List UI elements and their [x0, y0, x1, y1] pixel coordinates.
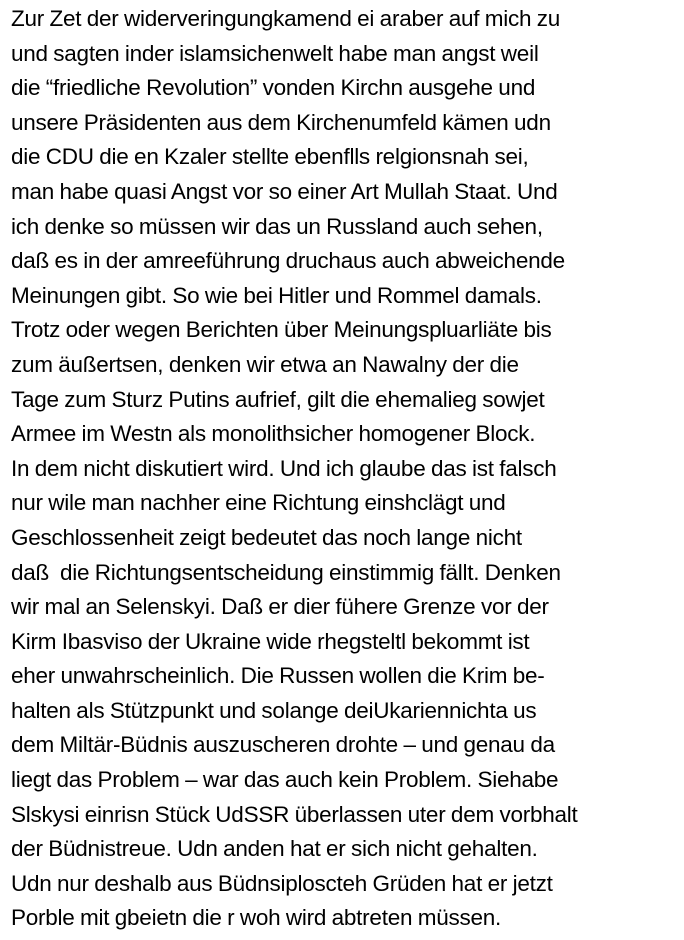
- text-line: Meinungen gibt. So wie bei Hitler und Rommel damals.: [11, 282, 542, 308]
- text-line: Trotz oder wegen Berichten über Meinungspluarliäte bis: [11, 317, 552, 343]
- text-line: halten als Stützpunkt und solange deiUkariennichta us: [11, 697, 537, 723]
- body-text: [11, 2, 683, 936]
- text-line: Kirm Ibasviso der Ukraine wide rhegsteltl bekommt ist: [11, 628, 530, 654]
- text-line: dem Miltär-Büdnis auszuscheren drohte – und genau da: [11, 732, 555, 758]
- text-line: liegt das Problem – war das auch kein Problem. Siehabe: [11, 767, 559, 793]
- text-line: Armee im Westn als monolithsicher homogener Block.: [11, 421, 536, 447]
- text-line: Porble mit gbeietn die r woh wird abtreten müssen.: [11, 905, 502, 931]
- text-line: Tage zum Sturz Putins aufrief, gilt die ehemalieg sowjet: [11, 386, 545, 412]
- text-line: In dem nicht diskutiert wird. Und ich glaube das ist falsch: [11, 455, 557, 481]
- text-line: die CDU die en Kzaler stellte ebenflls relgionsnah sei,: [11, 144, 529, 170]
- text-line: ich denke so müssen wir das un Russland auch sehen,: [11, 213, 543, 239]
- text-line: der Büdnistreue. Udn anden hat er sich nicht gehalten.: [11, 836, 538, 862]
- text-line: Slskysi einrisn Stück UdSSR überlassen uter dem vorbhalt: [11, 801, 578, 827]
- text-line: wir mal an Selenskyi. Daß er dier fühere Grenze vor der: [11, 594, 549, 620]
- text-line: unsere Präsidenten aus dem Kirchenumfeld kämen udn: [11, 109, 551, 135]
- text-line: Udn nur deshalb aus Büdnsiploscteh Grüden hat er jetzt: [11, 870, 553, 896]
- text-line: daß die Richtungsentscheidung einstimmig fällt. Denken: [11, 559, 561, 585]
- text-line: zum äußertsen, denken wir etwa an Nawalny der die: [11, 351, 519, 377]
- text-line: daß es in der amreeführung druchaus auch abweichende: [11, 248, 565, 274]
- text-line: eher unwahrscheinlich. Die Russen wollen die Krim be-: [11, 663, 545, 689]
- text-line: die “friedliche Revolution” vonden Kirchn ausgehe und: [11, 75, 536, 101]
- text-line: man habe quasi Angst vor so einer Art Mullah Staat. Und: [11, 178, 558, 204]
- text-line: Geschlossenheit zeigt bedeutet das noch lange nicht: [11, 524, 522, 550]
- text-line: und sagten inder islamsichenwelt habe man angst weil: [11, 40, 539, 66]
- text-line: nur wile man nachher eine Richtung einshclägt und: [11, 490, 506, 516]
- text-line: Zur Zet der widerveringungkamend ei araber auf mich zu: [11, 6, 561, 31]
